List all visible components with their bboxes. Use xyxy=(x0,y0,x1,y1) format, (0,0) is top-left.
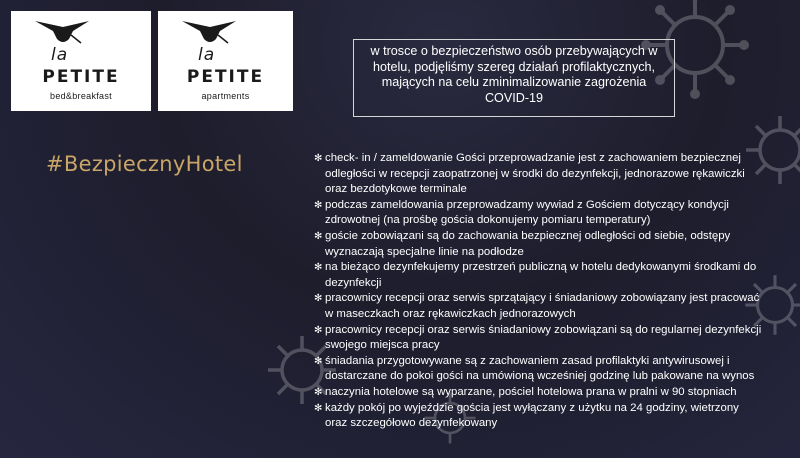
bullet-icon: ✻ xyxy=(314,324,323,336)
logo-apartments[interactable] xyxy=(158,11,293,111)
bullet-icon: ✻ xyxy=(314,402,323,414)
list-item-text: pracownicy recepcji oraz serwis sprzątający i śniadaniowy zobowiązany jest pracować w maseczkach oraz rękawiczkach jednorazowych xyxy=(325,292,760,320)
bullet-icon: ✻ xyxy=(314,153,323,164)
list-item-text: na bieżąco dezynfekujemy przestrzeń publiczną w hotelu dedykowanymi środkami do dezynfekcji xyxy=(325,261,757,289)
list-item-text: każdy pokój po wyjeździe gościa jest wyłączany z użytku na 24 godziny, wietrzony oraz szczegółowo dezynfekowany xyxy=(325,401,739,430)
hummingbird-icon xyxy=(180,17,238,47)
bullet-icon: ✻ xyxy=(314,355,323,367)
bullet-icon: ✻ xyxy=(314,199,323,211)
list-item xyxy=(316,198,762,229)
list-item-text: podczas zameldowania przeprowadzamy wywiad z Gościem dotyczący kondycji zdrowotnej (na prośbę gościa dokonujemy pomiaru temperatury) xyxy=(325,198,729,227)
logo-subtitle: apartments xyxy=(201,91,250,101)
list-item xyxy=(316,354,762,385)
list-item-text: naczynia hotelowe są wyparzane, pościel hotelowa prana w pralni w 90 stopniach xyxy=(325,385,737,398)
logo-brand: PETITE xyxy=(186,67,265,87)
list-item xyxy=(316,385,762,401)
list-item xyxy=(316,323,762,354)
bullet-icon: ✻ xyxy=(314,293,323,305)
bullet-icon: ✻ xyxy=(314,230,323,242)
logo-brand: PETITE xyxy=(42,67,120,87)
hummingbird-icon xyxy=(33,17,91,47)
list-item-text: śniadania przygotowywane są z zachowaniem zasad profilaktyki antywirusowej i dostarczane do pokoi gości na umówioną wcześniej godzinę lub pakowane na wynos xyxy=(325,354,755,383)
list-item xyxy=(316,229,762,260)
logo-script: la xyxy=(198,45,216,65)
list-item-text: check- in / zameldowanie Gości przeprowadzanie jest z zachowaniem bezpiecznej odległości w recepcji zaopatrzonej w środki do dezynfekcji, jednorazowe rękawiczki oraz bezdotykowe terminale xyxy=(325,152,745,196)
covid-notice-box: w trosce o bezpieczeństwo osób przebywających w hotelu, podjęliśmy szereg działań profilaktycznych, mających na celu zminimalizowanie zagrożenia COVID-19 xyxy=(353,39,675,117)
list-item xyxy=(316,291,762,322)
bullet-icon: ✻ xyxy=(314,262,323,274)
list-item xyxy=(316,151,762,198)
hashtag-title: #BezpiecznyHotel xyxy=(46,152,243,176)
logo-script: la xyxy=(51,45,69,65)
list-item xyxy=(316,401,762,432)
list-item-text: pracownicy recepcji oraz serwis śniadaniowy zobowiązani są do regularnej dezynfekcji swojego miejsca pracy xyxy=(325,323,762,352)
list-item-text: goście zobowiązani są do zachowania bezpiecznej odległości od siebie, odstępy wyznaczają specjalne linie na podłodze xyxy=(325,229,731,258)
safety-measures-list xyxy=(316,151,762,432)
logo-subtitle: bed&breakfast xyxy=(50,91,112,101)
logo-bed-and-breakfast[interactable] xyxy=(11,11,151,111)
list-item xyxy=(316,260,762,291)
bullet-icon: ✻ xyxy=(314,386,323,398)
